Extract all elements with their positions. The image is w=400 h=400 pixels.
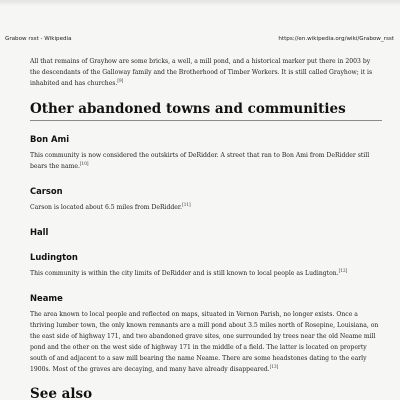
ludington-paragraph (30, 268, 382, 279)
carson-text: Carson is located about 6.5 miles from DeRidder. (30, 204, 183, 211)
page-edge-shadow (0, 0, 400, 6)
subsection-heading-hall: Hall (30, 227, 49, 237)
bon-ami-paragraph (30, 150, 382, 172)
print-header-title: Grabow rsst - Wikipedia (5, 36, 72, 42)
neame-paragraph (30, 309, 382, 375)
article-content (30, 56, 382, 400)
carson-paragraph (30, 202, 382, 213)
intro-text: All that remains of Grayhow are some bricks, a well, a mill pond, and a historical marker put there in 2003 by the descendants of the Galloway family and the Brotherhood of Timber Workers. It is still called Grayhow; it is inhabited and has churches. (30, 58, 373, 87)
bon-ami-text: This community is now considered the outskirts of DeRidder. A street that ran to Bon Ami from DeRidder still bears the name. (30, 152, 370, 170)
neame-text: The area known to local people and reflected on maps, situated in Vernon Parish, no longer exists. Once a thriving lumber town, the only known remnants are a mill pond about 3.5 miles north of Rosepine, Louisiana, on the east side of highway 171, and two abandoned grave sites, one surrounded by trees near the old Neame mill pond and the other on the west side of highway 171 in the middle of a field. The latter is located on property south of and adjacent to a saw mill bearing the name Neame. There are some headstones dating to the early 1900s. Most of the graves are decaying, and many have already disappeared. (30, 311, 379, 373)
subsection-heading-neame: Neame (30, 293, 63, 303)
section-heading-see-also: See also (30, 386, 382, 400)
subsection-heading-ludington: Ludington (30, 252, 78, 262)
subsection-heading-bon-ami: Bon Ami (30, 134, 70, 144)
print-header-url: https://en.wikipedia.org/wiki/Grabow_rsst (278, 36, 394, 42)
subsection-heading-carson: Carson (30, 186, 63, 196)
section-heading-other-abandoned: Other abandoned towns and communities (30, 101, 382, 121)
citation-13[interactable]: [13] (269, 364, 279, 369)
print-header (0, 36, 400, 46)
citation-12[interactable]: [12] (338, 268, 348, 273)
ludington-text: This community is within the city limits of DeRidder and is still known to local people as Ludington. (30, 270, 339, 277)
citation-11[interactable]: [11] (182, 202, 191, 207)
citation-10[interactable]: [10] (79, 161, 89, 166)
citation-9[interactable]: [9] (117, 78, 124, 83)
intro-paragraph (30, 56, 382, 89)
